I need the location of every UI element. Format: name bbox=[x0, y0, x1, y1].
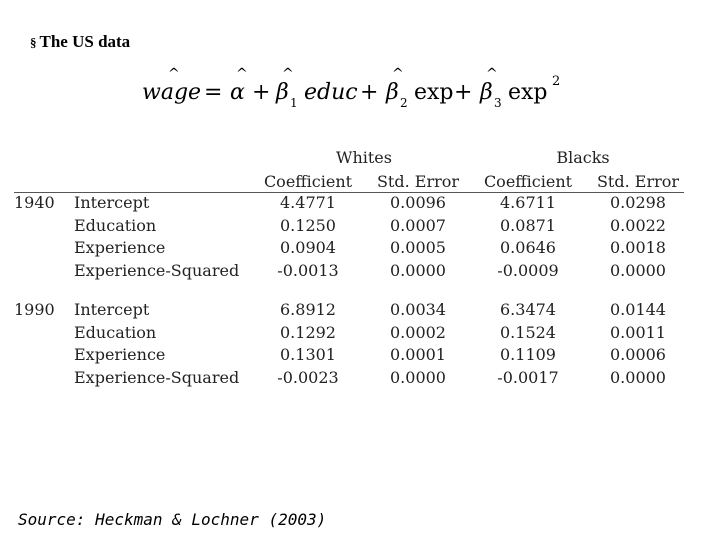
bullet-icon: § bbox=[30, 35, 37, 50]
equation-sup2: 2 bbox=[552, 74, 561, 89]
row-label: Experience bbox=[74, 238, 166, 257]
table-cell: 0.0007 bbox=[390, 215, 446, 235]
source-citation: Source: Heckman & Lochner (2003) bbox=[18, 510, 327, 529]
table-cell: 6.3474 bbox=[500, 300, 556, 319]
table-cell: 0.0000 bbox=[390, 260, 446, 280]
heading-text: The US data bbox=[39, 32, 131, 51]
row-label: Intercept bbox=[74, 193, 150, 212]
equation-exp: exp bbox=[414, 80, 454, 105]
table-cell: 0.0002 bbox=[390, 322, 446, 342]
table-cell: -0.0013 bbox=[277, 260, 339, 280]
equation-sub2: 2 bbox=[400, 96, 408, 110]
table-cell: 0.0646 bbox=[500, 238, 556, 257]
hat-mark: ^ bbox=[282, 66, 294, 82]
table-cell: 0.1301 bbox=[280, 345, 336, 364]
hat-mark: ^ bbox=[392, 66, 404, 82]
table-cell: 0.0011 bbox=[610, 322, 666, 342]
table-cell: 0.1109 bbox=[500, 345, 556, 364]
equation-plus: + bbox=[454, 80, 473, 105]
equation-sub3: 3 bbox=[494, 96, 502, 110]
column-header: Std. Error bbox=[376, 172, 460, 191]
table-cell: 4.4771 bbox=[280, 193, 336, 212]
group-header: Whites bbox=[336, 148, 392, 167]
table-cell: 6.8912 bbox=[280, 300, 336, 319]
table-cell: 0.1524 bbox=[500, 322, 556, 342]
table-cell: 0.0018 bbox=[610, 238, 666, 257]
column-header: Coefficient bbox=[483, 172, 573, 191]
table-cell: -0.0017 bbox=[497, 367, 559, 387]
year-label: 1990 bbox=[14, 300, 55, 319]
equation-exp-squared: exp bbox=[508, 80, 548, 105]
table-cell: 0.0871 bbox=[500, 215, 556, 235]
year-label: 1940 bbox=[14, 193, 55, 212]
equation-beta3: β bbox=[480, 80, 493, 105]
equation-beta2: β bbox=[386, 80, 399, 105]
table-cell: 4.6711 bbox=[500, 193, 556, 212]
row-label: Education bbox=[74, 322, 157, 342]
table-cell: 0.0022 bbox=[610, 215, 666, 235]
hat-mark: ^ bbox=[236, 66, 248, 82]
table-cell: 0.0000 bbox=[610, 260, 666, 280]
table-cell: 0.1292 bbox=[280, 322, 336, 342]
row-label: Experience-Squared bbox=[74, 367, 240, 387]
table-cell: -0.0023 bbox=[277, 367, 339, 387]
column-header: Coefficient bbox=[263, 172, 353, 191]
table-cell: 0.0904 bbox=[280, 238, 336, 257]
table-cell: 0.0096 bbox=[390, 193, 446, 212]
equation-plus: + bbox=[360, 80, 379, 105]
table-cell: 0.0000 bbox=[610, 367, 666, 387]
row-label: Experience-Squared bbox=[74, 260, 240, 280]
group-header: Blacks bbox=[556, 148, 610, 167]
row-label: Experience bbox=[74, 345, 166, 364]
table-cell: 0.0298 bbox=[610, 193, 666, 212]
table-cell: 0.0005 bbox=[390, 238, 446, 257]
equation-equals: = bbox=[204, 80, 223, 105]
row-label: Education bbox=[74, 215, 157, 235]
equation-plus: + bbox=[252, 80, 271, 105]
equation-alpha: α bbox=[230, 80, 245, 105]
table-cell: 0.0034 bbox=[390, 300, 446, 319]
row-label: Intercept bbox=[74, 300, 150, 319]
hat-mark: ^ bbox=[168, 66, 180, 82]
table-cell: -0.0009 bbox=[497, 260, 559, 280]
column-header: Std. Error bbox=[596, 172, 680, 191]
equation-beta1: β bbox=[276, 80, 289, 105]
hat-mark: ^ bbox=[486, 66, 498, 82]
table-cell: 0.1250 bbox=[280, 215, 336, 235]
table-cell: 0.0144 bbox=[610, 300, 666, 319]
equation-wage: wage bbox=[142, 80, 202, 105]
table-cell: 0.0001 bbox=[390, 345, 446, 364]
table-cell: 0.0006 bbox=[610, 345, 666, 364]
table-cell: 0.0000 bbox=[390, 367, 446, 387]
equation-educ: educ bbox=[304, 80, 358, 105]
equation-sub1: 1 bbox=[290, 96, 298, 110]
